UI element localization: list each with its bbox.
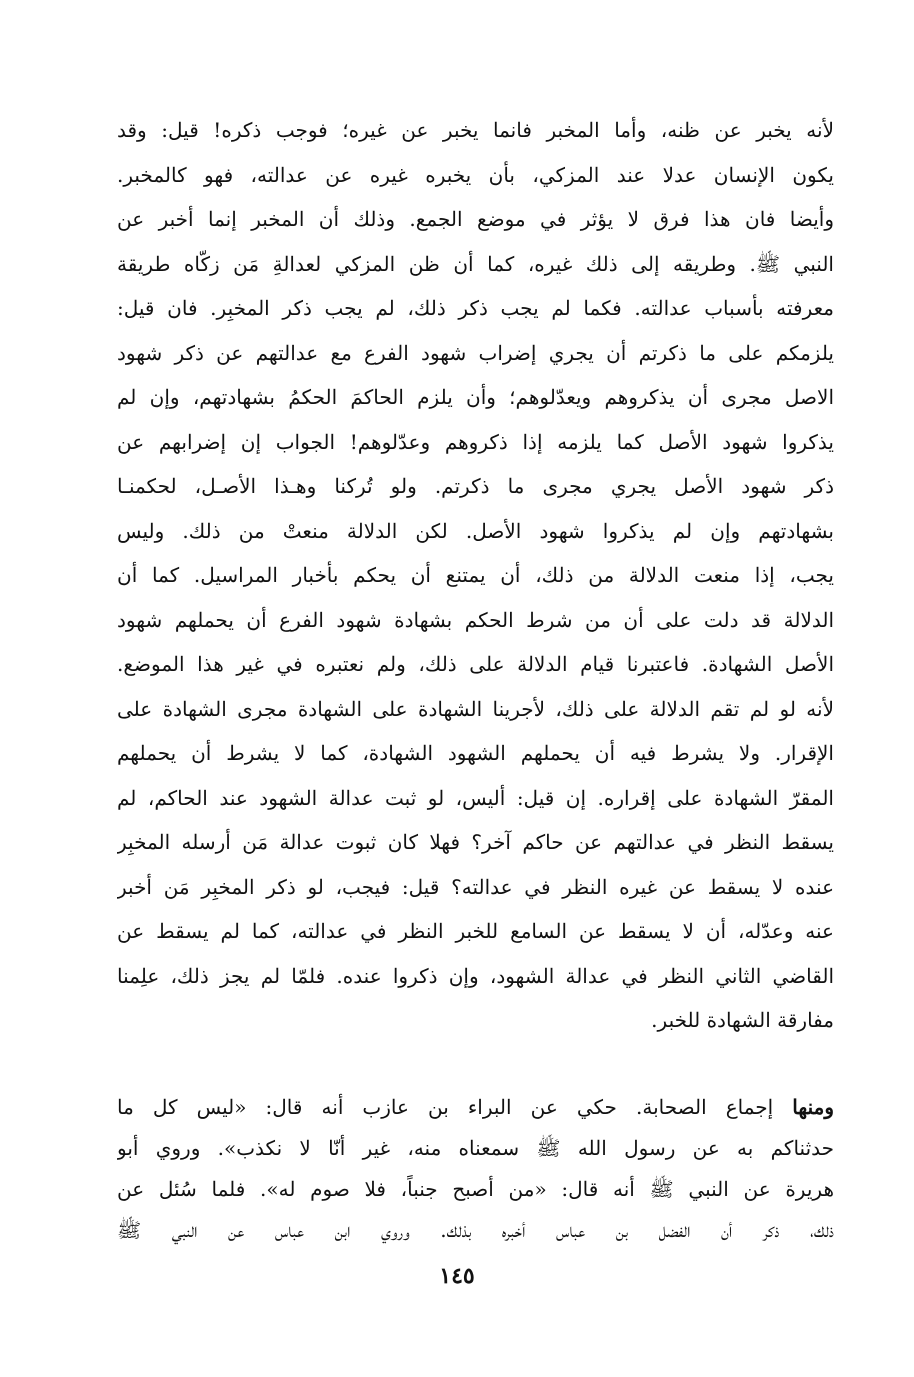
text-line: وأيضا فان هذا فرق لا يؤثر في موضع الجمع. وذلك أن المخبر إنما أخبر عن bbox=[117, 207, 834, 231]
text-line: الإقرار. ولا يشرط فيه أن يحملهم الشهود الشهادة، كما لا يشرط أن يحملهم bbox=[117, 741, 834, 765]
text-line: هريرة عن النبي ﷺ أنه قال: «من أصبح جنباً، فلا صوم له». فلما سُئل عن bbox=[117, 1177, 834, 1201]
text-line: يذكروا شهود الأصل كما يلزمه إذا ذكروهم وعدّلوهم! الجواب إن إضرابهم عن bbox=[117, 429, 834, 454]
page-number: ١٤٥ bbox=[439, 1263, 475, 1289]
text-line: الأصل الشهادة. فاعتبرنا قيام الدلالة على ذلك، ولم نعتبره في غير هذا الموضع. bbox=[117, 652, 834, 676]
text-line: الدلالة قد دلت على أن من شرط الحكم بشهادة شهود الفرع أن يحملهم شهود bbox=[117, 607, 834, 632]
text-line: الاصل مجرى أن يذكروهم ويعدّلوهم؛ وأن يلزم الحاكمَ الحكمُ بشهادتهم، وإن لم bbox=[117, 385, 834, 409]
text-line bbox=[117, 1087, 834, 1128]
text-line: مفارقة الشهادة للخبر. bbox=[651, 1008, 834, 1032]
text-line: ذلك، ذكر أن الفضل بن عباس أخبره بذلك. وروي ابن عباس عن النبي ﷺ bbox=[117, 1218, 834, 1242]
text-line: يلزمكم على ما ذكرتم أن يجري إضراب شهود الفرع مع عدالتهم عن ذكر شهود bbox=[117, 340, 834, 365]
text-line: يكون الإنسان عدلا عند المزكي، بأن يخبره غيره عن عدالته، فهو كالمخبر. bbox=[117, 162, 834, 187]
text-line: يجب، إذا منعت الدلالة من ذلك، أن يمتنع أن يحكم بأخبار المراسيل. كما أن bbox=[117, 563, 834, 587]
text-line: معرفته بأسباب عدالته. فكما لم يجب ذكر ذلك، لم يجب ذكر المخبِر. فان قيل: bbox=[117, 296, 834, 320]
text-line-rest: إجماع الصحابة. حكي عن البراء بن عازب أنه قال: «ليس كل ما bbox=[117, 1095, 793, 1119]
text-line: حدثناكم به عن رسول الله ﷺ سمعناه منه، غير أنّا لا نكذب». وروي أبو bbox=[117, 1136, 834, 1160]
text-line: عنده لا يسقط عن غيره النظر في عدالته؟ قيل: فيجب، لو ذكر المخبِر مَن أخبر bbox=[117, 874, 834, 899]
text-line: المقرّ الشهادة على إقراره. إن قيل: أليس، لو ثبت عدالة الشهود عند الحاكم، لم bbox=[117, 785, 834, 810]
text-line: بشهادتهم وإن لم يذكروا شهود الأصل. لكن الدلالة منعتْ من ذلك. وليس bbox=[117, 518, 834, 543]
lead-keyword: ومنها bbox=[792, 1095, 834, 1119]
paragraph-main bbox=[117, 108, 834, 1043]
text-line: لأنه يخبر عن ظنه، وأما المخبر فانما يخبر عن غيره؛ فوجب ذكره! قيل: وقد bbox=[117, 118, 834, 142]
text-line: ذكر شهود الأصل يجري مجرى ما ذكرتم. ولو تُركنا وهـذا الأصـل، لحكمنـا bbox=[117, 474, 834, 498]
paragraph-consensus bbox=[117, 1087, 834, 1251]
text-line: عنه وعدّله، أن لا يسقط عن السامع للخبر النظر في عدالته، كما لم يسقط عن bbox=[117, 919, 834, 943]
text-line: القاضي الثاني النظر في عدالة الشهود، وإن ذكروا عنده. فلمّا لم يجز ذلك، علِمنا bbox=[117, 963, 834, 988]
text-line: لأنه لو لم تقم الدلالة على ذلك، لأجرينا الشهادة على الشهادة مجرى الشهادة على bbox=[117, 696, 834, 721]
text-line: النبي ﷺ. وطريقه إلى ذلك غيره، كما أن ظن المزكي لعدالةِ مَن زكّاه طريقة bbox=[117, 251, 834, 276]
text-line: يسقط النظر في عدالتهم عن حاكم آخر؟ فهلا كان ثبوت عدالة مَن أرسله المخبِر bbox=[117, 830, 834, 854]
